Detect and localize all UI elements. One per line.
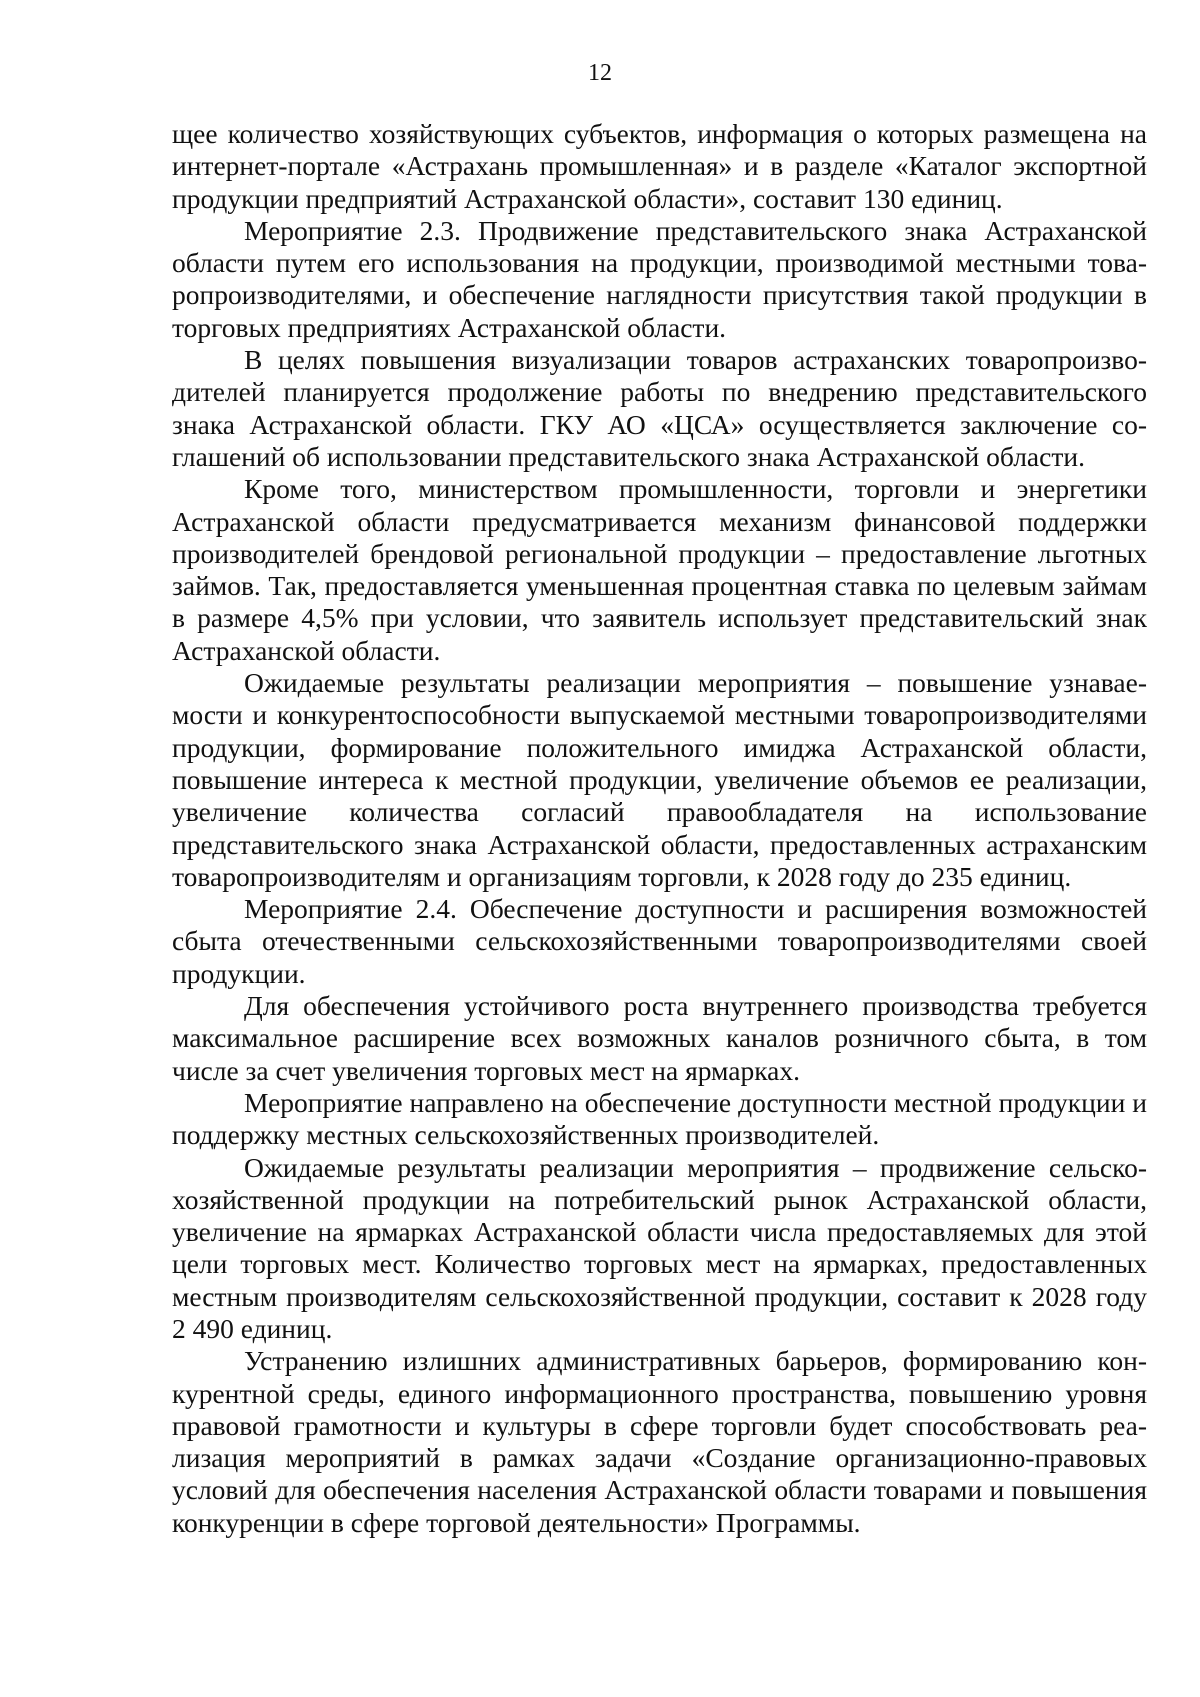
paragraph-financial-support: Кроме того, министерством промышленности, торговли и энергетики Астраханской области предусматривается механизм финансовой поддержки производителей брендовой региональной продукции – предоставление льготных займов. Так, предоставляется уменьшенная процентная ставка по целевым займам в размере 4,5% при условии, что заявитель использует представительский знак Астраханской области.: [172, 473, 1147, 666]
paragraph-visualization: В целях повышения визуализации товаров астраханских товаропроизводителей планируется продолжение работы по внедрению представительского знака Астраханской области. ГКУ АО «ЦСА» осуществляется заключение соглашений об использовании представительского знака Астраханской области.: [172, 344, 1147, 472]
paragraph-measure-2-3: Мероприятие 2.3. Продвижение представительского знака Астраханской области путем его использования на продукции, производимой местными товаропроизводителями, и обеспечение наглядности присутствия такой продукции в торговых предприятиях Астраханской области.: [172, 214, 1147, 343]
paragraph-expected-results-2-4: Ожидаемые результаты реализации мероприятия – продвижение сельскохозяйственной продукции на потребительский рынок Астраханской области, увеличение на ярмарках Астраханской области числа предоставляемых для этой цели торговых мест. Количество торговых мест на ярмарках, предоставленных местным производителям сельскохозяйственной продукции, составит к 2028 году 2 490 единиц.: [172, 1151, 1147, 1344]
page-number: 12: [588, 60, 612, 86]
paragraph-expected-results-2-3: Ожидаемые результаты реализации мероприятия – повышение узнаваемости и конкурентоспособности выпускаемой местными товаропроизводителями продукции, формирование положительного имиджа Астраханской области, повышение интереса к местной продукции, увеличение объемов ее реализации, увеличение количества согласий правообладателя на использование представительского знака Астраханской области, предоставленных астраханским товаропроизводителям и организациям торговли, к 2028 году до 235 единиц.: [172, 667, 1147, 892]
paragraph-program-task: Устранению излишних административных барьеров, формированию конкурентной среды, единого информационного пространства, повышению уровня правовой грамотности и культуры в сфере торговли будет способствовать реализация мероприятий в рамках задачи «Создание организационно-правовых условий для обеспечения населения Астраханской области товарами и повышения конкуренции в сфере торговой деятельности» Программы.: [172, 1345, 1147, 1538]
paragraph-measure-purpose: Мероприятие направлено на обеспечение доступности местной продукции и поддержку местных сельскохозяйственных производителей.: [172, 1086, 1147, 1151]
document-body: [172, 118, 1147, 1539]
paragraph-sales-channels: Для обеспечения устойчивого роста внутреннего производства требуется максимальное расширение всех возможных каналов розничного сбыта, в том числе за счет увеличения торговых мест на ярмарках.: [172, 990, 1147, 1086]
paragraph-measure-2-4: Мероприятие 2.4. Обеспечение доступности и расширения возможностей сбыта отечественными сельскохозяйственными товаропроизводителями своей продукции.: [172, 893, 1147, 989]
paragraph-continuation: щее количество хозяйствующих субъектов, информация о которых размещена на интернет-портале «Астрахань промышленная» и в разделе «Каталог экспортной продукции предприятий Астраханской области», составит 130 единиц.: [172, 118, 1147, 214]
